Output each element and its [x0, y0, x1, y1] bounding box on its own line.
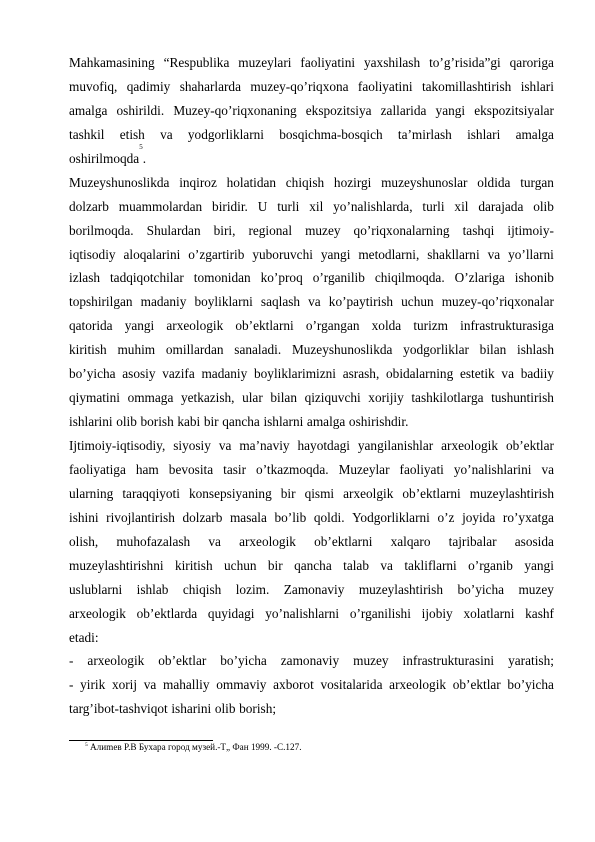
word: ishlari: [520, 78, 554, 94]
word: omillardan: [165, 342, 224, 358]
word: chiqish: [182, 581, 222, 597]
word: yo’llarni: [508, 246, 554, 262]
word: ishlarni: [263, 414, 304, 430]
word: ishonib: [514, 270, 554, 286]
footnote-text: Алиmeв P.B Бухара город музей.-Т„ Фан 1999. -С.127.: [90, 742, 302, 752]
word: xil: [454, 198, 469, 214]
word: regional: [248, 222, 293, 238]
word: biridir.: [212, 198, 248, 214]
word: yaratish;: [508, 653, 554, 669]
word: va: [380, 557, 393, 573]
word: tashkil: [69, 126, 105, 142]
word: shaharlarda: [179, 78, 241, 94]
text-line: [69, 530, 554, 554]
word: yodgorliklar: [403, 342, 469, 358]
word: va: [208, 533, 221, 549]
word: amalga: [515, 126, 554, 142]
word: etadi:: [69, 629, 99, 645]
word: ular: [242, 390, 263, 406]
word: infrastrukturasiga: [460, 318, 554, 334]
word: qadimiy: [126, 78, 171, 94]
word: faoliyatini: [357, 78, 413, 94]
word: shakllarni: [427, 246, 480, 262]
word: tasir: [223, 461, 247, 477]
word: muzeyshunoslar: [381, 174, 468, 190]
word: qancha: [294, 557, 332, 573]
word: ko’proq: [260, 270, 303, 286]
word: qo’riqxonalarning: [353, 222, 450, 238]
word: ob’ektlarni: [402, 485, 461, 501]
word: O’zlariga: [454, 270, 505, 286]
word: ommaga: [127, 390, 174, 406]
text-line: [69, 458, 554, 482]
word: xorijiy: [368, 390, 404, 406]
word: yodgorliklarni: [187, 126, 264, 142]
word: vazifa: [162, 366, 195, 382]
word: yetkazish,: [180, 390, 235, 406]
word: oldida: [477, 174, 511, 190]
word: ishlari: [467, 126, 501, 142]
word: turli: [277, 198, 300, 214]
word: ijobiy: [421, 605, 453, 621]
word: bir: [203, 414, 219, 430]
word: borish: [140, 414, 174, 430]
word: qaroriga: [509, 55, 554, 70]
word: lozim.: [235, 581, 270, 597]
word: va: [160, 126, 173, 142]
word: Zamonaviy: [283, 581, 345, 597]
word: amalga: [69, 102, 108, 118]
word: zamonaviy: [280, 653, 340, 669]
word: sanaladi.: [234, 342, 282, 358]
text-line: [69, 649, 554, 673]
word: borilmoqda.: [69, 222, 134, 238]
word: kabi: [177, 414, 201, 430]
text-line: [69, 195, 554, 219]
word: olib: [533, 198, 554, 214]
word: faoliyati: [399, 461, 444, 477]
word: oshirildi.: [116, 102, 165, 118]
footnote-number: 5: [85, 742, 88, 748]
text-line: [69, 578, 554, 602]
word: Muzeylar: [338, 461, 390, 477]
word: saqlash: [260, 294, 301, 310]
word: infrastrukturasini: [402, 653, 495, 669]
word: arxeolgik: [343, 485, 394, 501]
word: topshirilgan: [69, 294, 133, 310]
word: va: [143, 677, 157, 693]
text-line: [69, 697, 554, 721]
word: mahalliy: [163, 677, 210, 693]
word: o’rganilishi: [349, 605, 411, 621]
word: bilan: [479, 342, 507, 358]
word: ularning: [69, 485, 114, 501]
word: qatorida: [69, 318, 113, 334]
word: faoliyatini: [300, 55, 356, 70]
word: ob’ektlarni: [314, 533, 373, 549]
word: arxeologik: [166, 318, 224, 334]
word: olib: [116, 414, 137, 430]
word: va: [541, 461, 554, 477]
word: ommaviy: [216, 677, 267, 693]
word: boyliklarni: [194, 294, 253, 310]
word: arxeologik: [441, 438, 499, 453]
footnote: [85, 741, 302, 753]
word: to’g’risida”gi: [429, 55, 501, 70]
text-line: [69, 142, 554, 171]
word: hayotdagi: [297, 438, 350, 453]
word: ma’naviy: [239, 438, 290, 453]
word: kashf: [525, 605, 554, 621]
word: asrash,: [342, 366, 380, 382]
word: ta’mirlash: [397, 126, 452, 142]
word: o’rganilib: [312, 270, 365, 286]
word: o’zgartirib: [188, 246, 245, 262]
word: muhim: [117, 342, 156, 358]
word: arxeologik: [69, 605, 126, 621]
word: muvofiq,: [69, 78, 118, 94]
word: ishlarini: [69, 414, 113, 430]
word: muzeylashtirish: [358, 581, 444, 597]
word: turli: [422, 198, 445, 214]
word: bilan: [270, 390, 297, 406]
text-line: [69, 75, 554, 99]
word: uchun: [401, 294, 434, 310]
word: -: [69, 677, 74, 693]
word: ishlash: [517, 342, 554, 358]
text-line: [69, 290, 554, 314]
word: ekspozitsiyalar: [474, 102, 554, 118]
text-line: [69, 673, 554, 697]
word: -: [69, 653, 74, 669]
word: muzey: [353, 653, 389, 669]
text-line: [69, 338, 554, 362]
word: olish,: [69, 533, 99, 549]
word: Shulardan: [146, 222, 201, 238]
word: arxeologik: [87, 653, 145, 669]
word: zallarida: [380, 102, 427, 118]
word: qancha: [222, 414, 260, 430]
word: yo’nalishlarda,: [333, 198, 413, 214]
word: madaniy: [201, 366, 248, 382]
text-line: [69, 171, 554, 195]
word: siyosiy: [173, 438, 211, 453]
text-line: [69, 362, 554, 386]
word: takomillashtirish: [421, 78, 512, 94]
word: va: [218, 438, 232, 453]
word: turizm: [413, 318, 449, 334]
word: ob’ektlar: [452, 677, 501, 693]
word: faoliyatiga: [69, 461, 126, 477]
word: ob’ektlarda: [136, 605, 198, 621]
footnote-reference: 5: [139, 142, 143, 151]
word: bosqichma-bosqich: [279, 126, 383, 142]
word: inqiroz: [179, 174, 217, 190]
word: quyidagi: [207, 605, 255, 621]
word: bo’lib: [274, 509, 307, 525]
text-line: [69, 482, 554, 506]
word: chiqish: [285, 174, 325, 190]
word: muzeylashtirishni: [69, 557, 164, 573]
word: o’tkazmoqda.: [256, 461, 329, 477]
word: oshirilmoqda: [69, 150, 140, 166]
word: Muzeyshunoslikda: [69, 174, 170, 190]
word: bo’yicha: [220, 653, 267, 669]
word: targ’ibot-tashviqot: [69, 701, 168, 717]
word: va: [501, 366, 514, 382]
word: tashqi: [462, 222, 495, 238]
word: tajribalar: [448, 533, 497, 549]
word: yangilanishlar: [357, 438, 434, 453]
word: dolzarb: [69, 198, 109, 214]
word: turgan: [520, 174, 554, 190]
word: uslublarni: [69, 581, 123, 597]
word: o’rgangan: [305, 318, 360, 334]
word: metodlarni,: [358, 246, 420, 262]
word: yaxshilash: [364, 55, 421, 70]
word: xalqaro: [390, 533, 431, 549]
text-line: [69, 554, 554, 578]
word: Muzey-qo’riqxonaning: [173, 102, 297, 118]
text-line: [69, 99, 554, 123]
word: tashkilotlarga: [411, 390, 484, 406]
word: o’rganib: [468, 557, 513, 573]
word: chiqilmoqda.: [374, 270, 445, 286]
word: uchun: [224, 557, 257, 573]
text-line: [69, 602, 554, 626]
word: muzeylari: [238, 55, 292, 70]
word: U: [257, 198, 268, 214]
word: madaniy: [140, 294, 187, 310]
word: joyida: [462, 509, 496, 525]
word: yuboruvchi: [252, 246, 313, 262]
word: yo’nalishlarni: [265, 605, 340, 621]
word: vositalarida: [320, 677, 383, 693]
text-line: [69, 314, 554, 338]
word: va: [308, 294, 321, 310]
word: arxeologik: [239, 533, 296, 549]
footnote-reference-tail: .: [142, 150, 147, 166]
text-line: [69, 434, 554, 458]
word: yangi: [524, 557, 554, 573]
word: taraqqiyoti: [122, 485, 180, 501]
word: amalga: [306, 414, 346, 430]
word: xorij: [111, 677, 138, 693]
word: konsepsiyaning: [188, 485, 272, 501]
word: yangi: [320, 246, 351, 262]
word: tushuntirish: [491, 390, 554, 406]
word: tomonidan: [193, 270, 251, 286]
word: ob’ektlar: [505, 438, 554, 453]
word: Yodgorliklarni: [352, 509, 430, 525]
word: muammolardan: [118, 198, 203, 214]
word: Muzeyshunoslikda: [291, 342, 393, 358]
word: borish;: [239, 701, 277, 717]
word: darajada: [478, 198, 524, 214]
word: arxeologik: [389, 677, 447, 693]
word: isharini: [171, 701, 212, 717]
word: ijtimoiy-: [507, 222, 554, 238]
word: va: [487, 246, 501, 262]
word: Ijtimoiy-iqtisodiy,: [69, 438, 166, 453]
word: rivojlantirish: [106, 509, 175, 525]
word: qiymatini: [69, 390, 120, 406]
word: oshirishdir.: [348, 414, 409, 430]
word: muzeylashtirish: [469, 485, 554, 501]
word: ham: [135, 461, 159, 477]
text-line: [69, 506, 554, 530]
word: muzey-qo’riqxona: [250, 78, 349, 94]
word: “Respublika: [163, 55, 230, 70]
word: bir: [280, 485, 296, 501]
word: o’z: [437, 509, 455, 525]
word: asosida: [514, 533, 554, 549]
word: qoldi.: [313, 509, 345, 525]
text-line: [69, 51, 554, 75]
word: etish: [119, 126, 145, 142]
word: muhofazalash: [116, 533, 191, 549]
word: estetik: [459, 366, 495, 382]
word: Mahkamasining: [69, 55, 155, 70]
word: ekspozitsiya: [305, 102, 372, 118]
word: iqtisodiy: [69, 246, 116, 262]
word: talab: [343, 557, 369, 573]
word: ob’ektlar: [158, 653, 207, 669]
text-line: [69, 386, 554, 410]
word: takliflarni: [404, 557, 457, 573]
word: obidalarning: [386, 366, 454, 382]
word: olib: [214, 701, 236, 717]
word: muzey-qo’riqxonalar: [441, 294, 554, 310]
word: yangi: [124, 318, 155, 334]
word: bo’yicha: [69, 366, 116, 382]
word: izlash: [69, 270, 101, 286]
word: bir: [267, 557, 283, 573]
word: muzey: [518, 581, 554, 597]
text-line: [69, 266, 554, 290]
word: bo’yicha: [457, 581, 504, 597]
word: ro’yxatga: [502, 509, 554, 525]
word: kiritish: [174, 557, 213, 573]
word: ob’ektlarni: [235, 318, 294, 334]
word: axborot: [273, 677, 314, 693]
word: biri,: [213, 222, 236, 238]
word: hozirgi: [333, 174, 372, 190]
text-line: [69, 219, 554, 243]
word: xolatlarni: [463, 605, 515, 621]
text-line: [69, 626, 554, 650]
word: dolzarb: [182, 509, 223, 525]
word: aloqalarini: [123, 246, 181, 262]
word: yangi: [435, 102, 466, 118]
text-line: [69, 410, 554, 434]
word: kiritish: [69, 342, 107, 358]
document-body: [69, 51, 554, 721]
word: holatidan: [226, 174, 277, 190]
text-line: [69, 243, 554, 267]
word: bevosita: [168, 461, 214, 477]
word: asosiy: [122, 366, 156, 382]
word: ishlab: [136, 581, 169, 597]
word: bo’yicha: [507, 677, 554, 693]
word: yo’nalishlarini: [453, 461, 532, 477]
word: qiziquvchi: [304, 390, 361, 406]
word: yirik: [80, 677, 106, 693]
word: xolda: [371, 318, 402, 334]
word: tadqiqotchilar: [109, 270, 184, 286]
word: ishini: [69, 509, 99, 525]
word: muzey: [305, 222, 341, 238]
word: masala: [229, 509, 267, 525]
word: qismi: [304, 485, 335, 501]
word: xil: [309, 198, 324, 214]
word: badiiy: [520, 366, 554, 382]
word: boyliklarimizni: [254, 366, 336, 382]
word: ko’paytirish: [328, 294, 394, 310]
